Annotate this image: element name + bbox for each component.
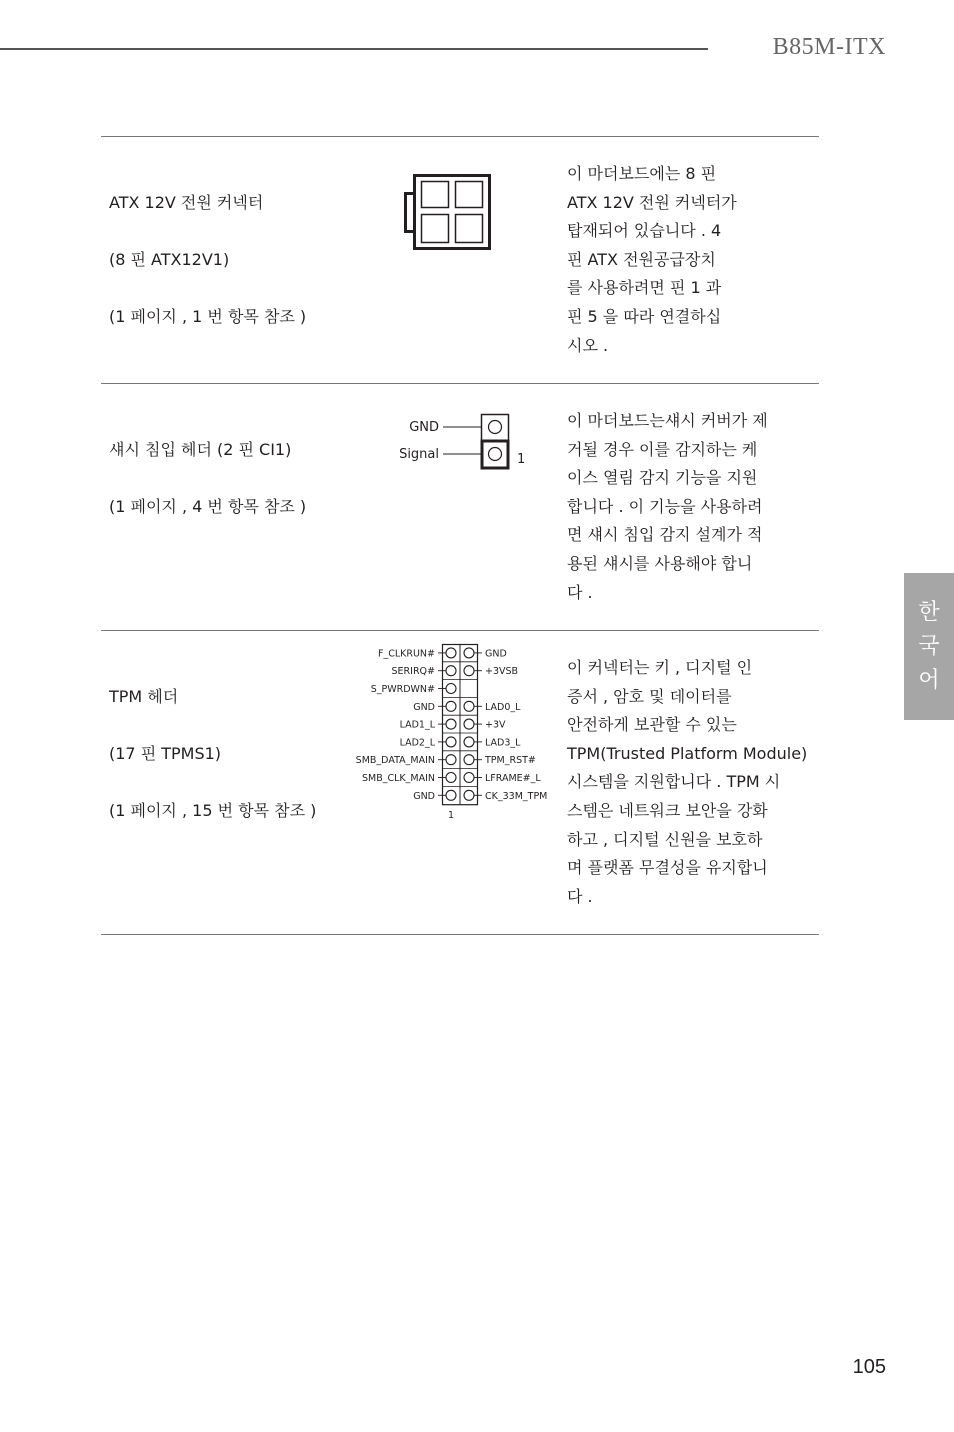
- pin-hole: [446, 701, 456, 711]
- pin-label: LFRAME#_L: [485, 773, 541, 784]
- desc-line: 다 .: [567, 582, 593, 602]
- connector-description: [567, 160, 815, 360]
- pin-hole: [464, 755, 474, 765]
- connector-description: [567, 407, 815, 607]
- pin-hole: [446, 719, 456, 729]
- desc-line: 를 사용하려면 핀 1 과: [567, 278, 722, 298]
- pin-label: +3V: [485, 719, 506, 731]
- pin-label: LAD2_L: [399, 737, 435, 749]
- desc-line: 탑재되어 있습니다 . 4: [567, 221, 722, 241]
- pin-hole: [446, 666, 456, 676]
- pin-hole: [446, 773, 456, 783]
- name-line: (1 페이지 , 1 번 항목 참조 ): [109, 306, 307, 326]
- language-tab: [904, 573, 954, 720]
- section-chassis-intrusion: [101, 383, 819, 630]
- desc-line: 면 섀시 침입 감지 설계가 적: [567, 525, 763, 545]
- desc-line: 시오 .: [567, 335, 609, 355]
- tpm-header-diagram: [341, 642, 563, 822]
- pin-label: GND: [409, 420, 439, 435]
- pin-hole: [464, 719, 474, 729]
- language-tab-char: 국: [918, 633, 940, 659]
- desc-line: 용된 섀시를 사용해야 합니: [567, 553, 753, 573]
- desc-line: 핀 5 을 따라 연결하십: [567, 306, 722, 326]
- pin-label: S_PWRDWN#: [370, 684, 435, 695]
- pin-label: LAD0_L: [485, 701, 521, 713]
- pin-label: SERIRQ#: [391, 666, 435, 678]
- header-rule: [0, 48, 708, 50]
- section-divider: [101, 934, 819, 935]
- pin-hole: [464, 737, 474, 747]
- desc-line: 이 마더보드는섀시 커버가 제: [567, 411, 768, 430]
- pin-one-marker: 1: [447, 810, 455, 822]
- chassis-header-diagram: [381, 409, 531, 473]
- name-line: ATX 12V 전원 커넥터: [109, 192, 264, 212]
- pin-hole: [446, 755, 456, 765]
- pin-label: TPM_RST#: [485, 755, 536, 767]
- pin-label: +3VSB: [485, 666, 519, 678]
- language-tab-char: 한: [918, 599, 940, 625]
- pin-hole: [464, 648, 474, 658]
- page-number: 105: [852, 1356, 886, 1378]
- desc-line: 며 플랫폼 무결성을 유지합니: [567, 858, 768, 878]
- desc-line: 거될 경우 이를 감지하는 케: [567, 439, 758, 459]
- pin-label: LAD3_L: [485, 737, 521, 749]
- desc-line: 합니다 . 이 기능을 사용하려: [567, 496, 763, 516]
- desc-line: 안전하게 보관할 수 있는: [567, 715, 737, 735]
- desc-line: TPM(Trusted Platform Module): [567, 743, 808, 763]
- pin-label: GND: [485, 648, 507, 660]
- name-line: 섀시 침입 헤더 (2 핀 CI1): [109, 439, 292, 459]
- name-line: (17 핀 TPMS1): [109, 743, 222, 763]
- desc-line: 이 마더보드에는 8 핀: [567, 164, 717, 183]
- connector-description: [567, 654, 815, 911]
- connector-name: [109, 654, 359, 854]
- pin-hole: [464, 773, 474, 783]
- desc-line: 이스 열림 감지 기능을 지원: [567, 468, 758, 488]
- name-line: (1 페이지 , 4 번 항목 참조 ): [109, 496, 307, 516]
- pin-label: GND: [413, 790, 435, 802]
- section-atx12v: [101, 136, 819, 383]
- desc-line: 하고 , 디지털 신원을 보호하: [567, 829, 763, 849]
- name-line: TPM 헤더: [109, 686, 179, 706]
- connector-name: [109, 160, 359, 360]
- pin-hole: [464, 790, 474, 800]
- pin-label: SMB_CLK_MAIN: [361, 773, 435, 784]
- pin-hole: [446, 684, 456, 694]
- pin-label: GND: [413, 701, 435, 713]
- pin-hole: [446, 648, 456, 658]
- desc-line: 스템은 네트워크 보안을 강화: [567, 800, 768, 820]
- desc-line: 핀 ATX 전원공급장치: [567, 249, 716, 269]
- pin-label: SMB_DATA_MAIN: [355, 755, 435, 767]
- pin-hole: [464, 701, 474, 711]
- pin-label: CK_33M_TPM: [485, 790, 548, 802]
- name-line: (8 핀 ATX12V1): [109, 249, 230, 269]
- desc-line: 이 커넥터는 키 , 디지털 인: [567, 658, 753, 677]
- section-tpm: [101, 630, 819, 934]
- atx12v-connector-diagram: [403, 174, 495, 254]
- pin-label: LAD1_L: [399, 719, 435, 731]
- desc-line: 다 .: [567, 886, 593, 906]
- pin-hole: [446, 737, 456, 747]
- pin-hole: [464, 666, 474, 676]
- language-tab-char: 어: [918, 667, 940, 693]
- pin-one-marker: 1: [517, 452, 526, 467]
- pin-hole: [446, 790, 456, 800]
- pin-label: Signal: [399, 447, 439, 462]
- desc-line: 시스템을 지원합니다 . TPM 시: [567, 772, 781, 792]
- pin-label: F_CLKRUN#: [378, 648, 435, 660]
- connector-name: [109, 407, 359, 550]
- name-line: (1 페이지 , 15 번 항목 참조 ): [109, 800, 317, 820]
- desc-line: 증서 , 암호 및 데이터를: [567, 686, 732, 706]
- desc-line: ATX 12V 전원 커넥터가: [567, 192, 737, 212]
- model-name: B85M-ITX: [772, 34, 886, 60]
